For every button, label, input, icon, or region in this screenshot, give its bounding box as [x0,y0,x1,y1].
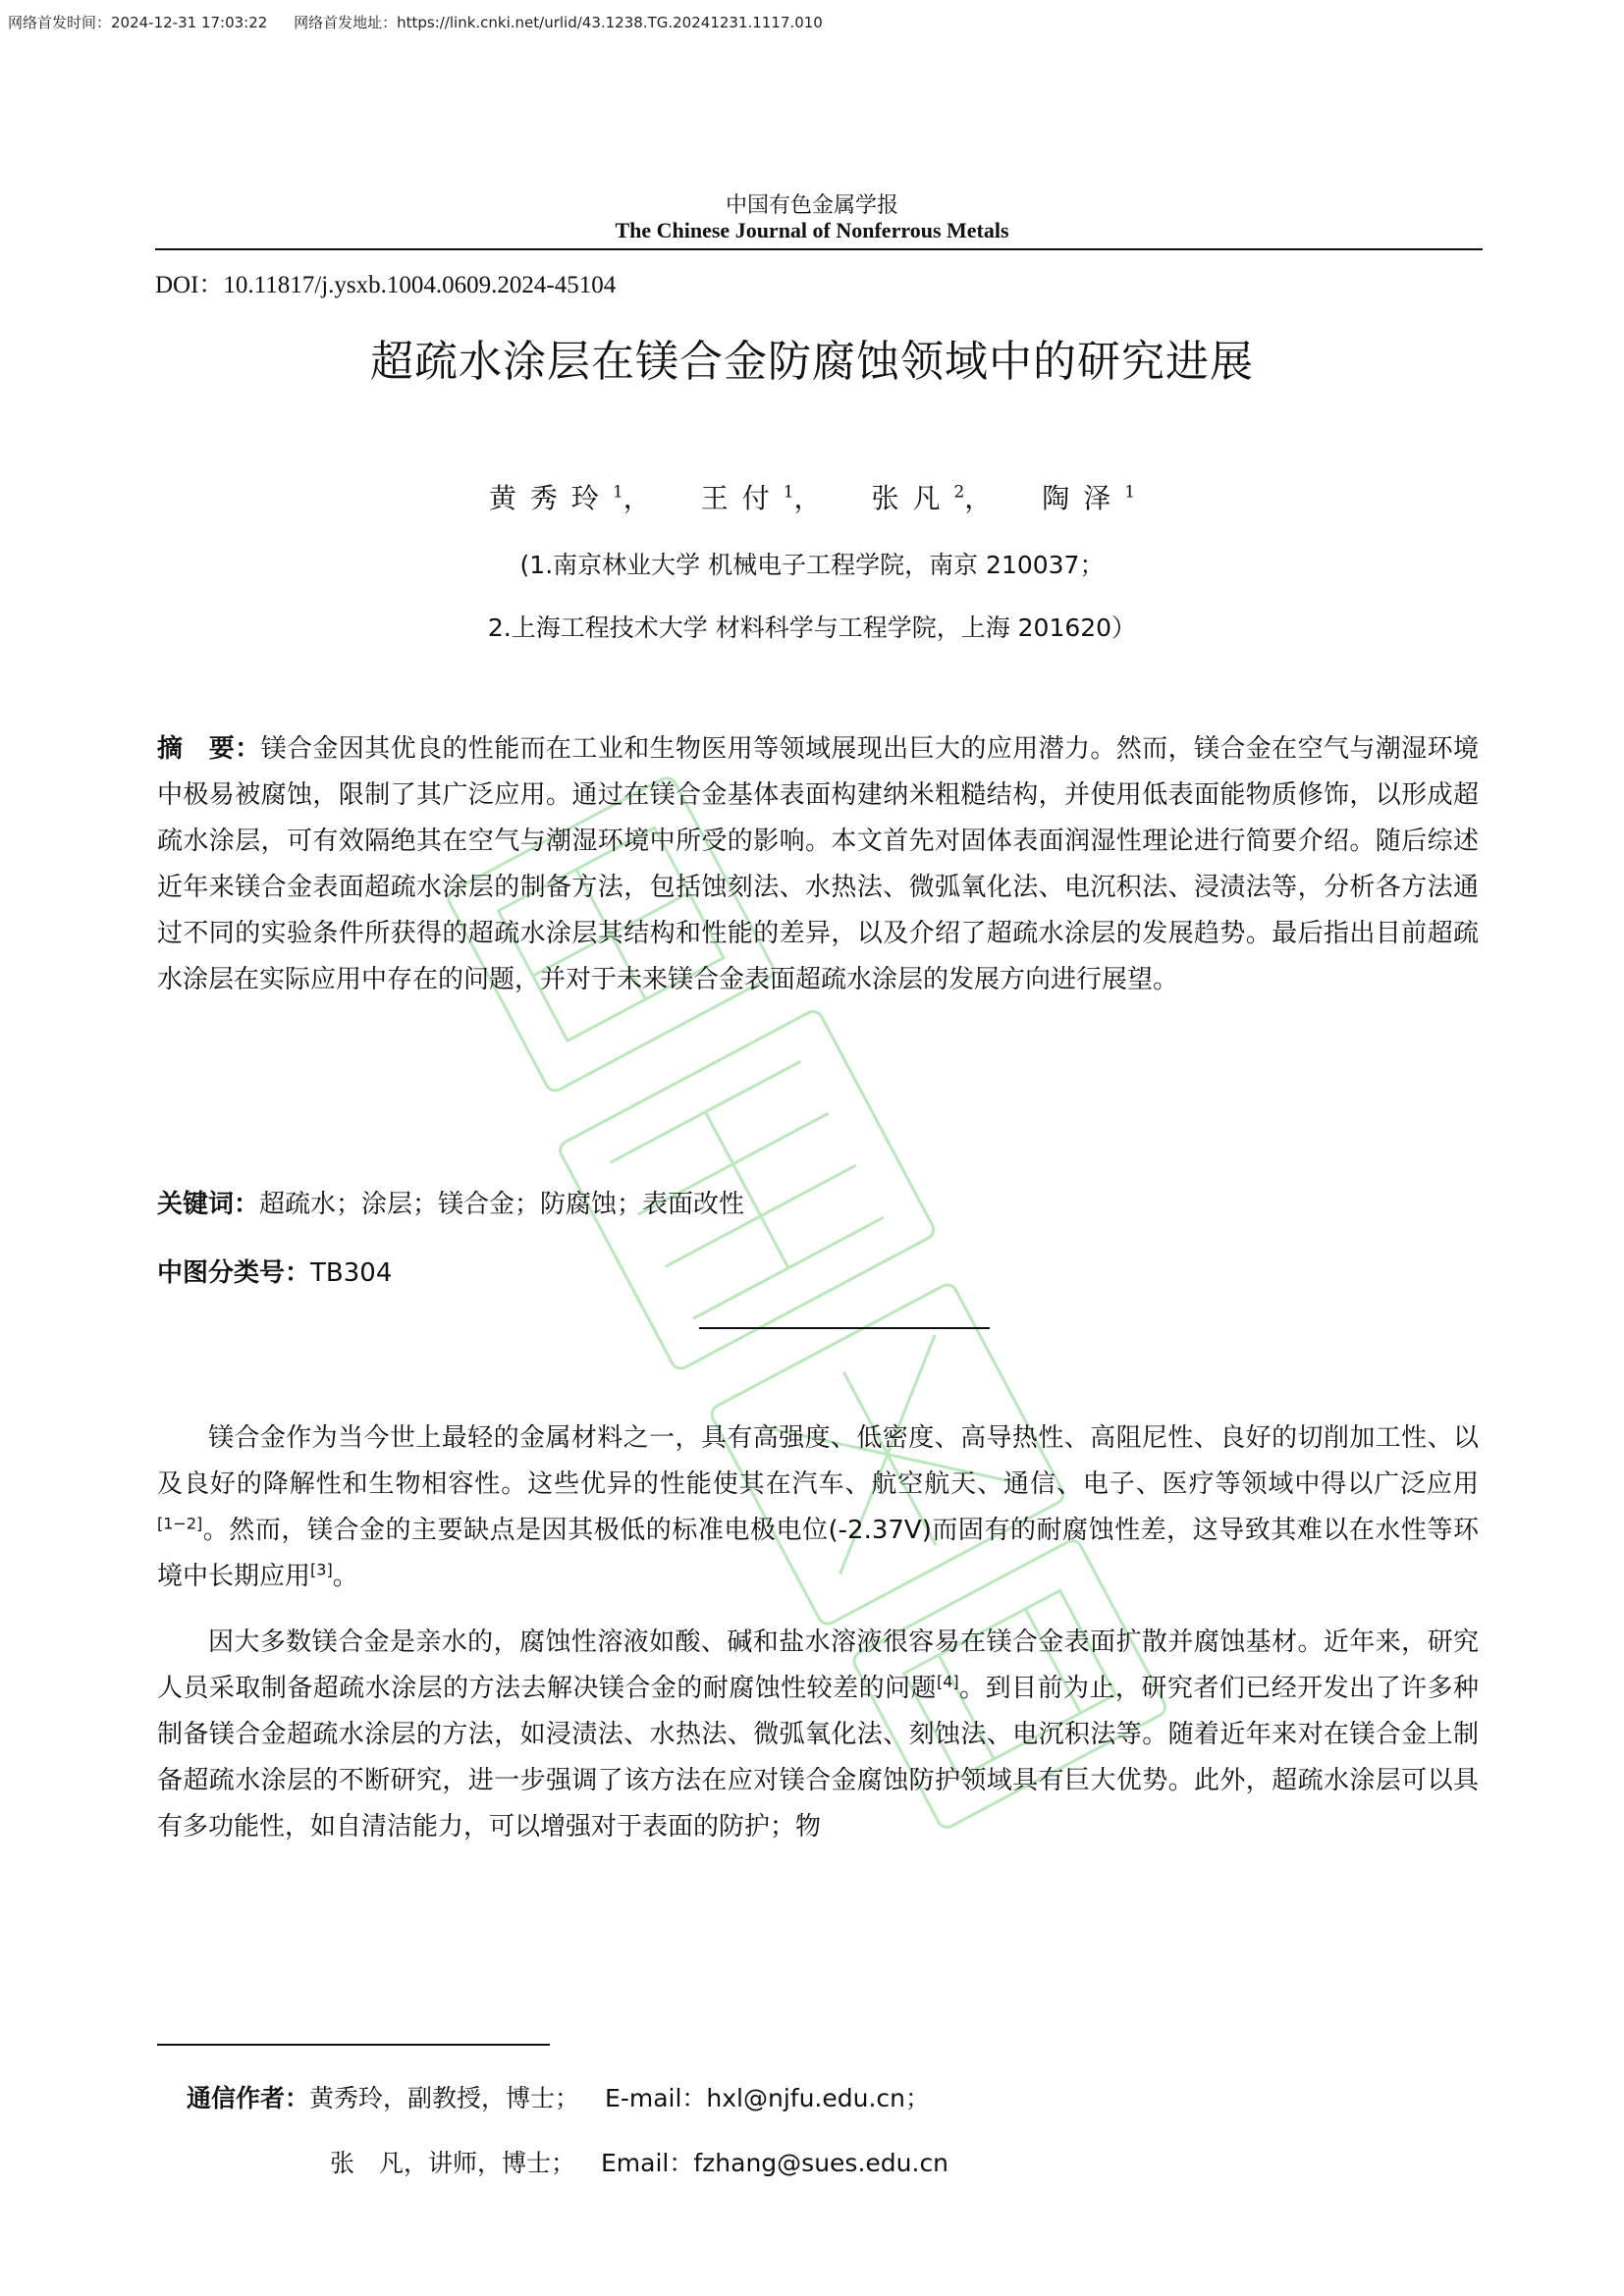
body-text [157,1415,1479,1870]
online-publish-meta [8,12,844,32]
abstract-label: 摘 要： [157,734,261,764]
footnote-line-1 [187,2079,930,2114]
journal-name-cn: 中国有色金属学报 [725,193,898,218]
citation[interactable]: [1−2] [157,1514,203,1533]
keywords-text: 超疏水；涂层；镁合金；防腐蚀；表面改性 [259,1190,745,1219]
author-name: 陶泽 [1042,482,1125,514]
affiliation-1: (1.南京林业大学 机械电子工程学院，南京 210037； [519,551,1105,579]
citation[interactable]: [4] [936,1672,959,1691]
author-affil-mark: 2 [953,482,965,503]
author-separator: ， [793,482,836,514]
online-publish-time: 网络首发时间：2024-12-31 17:03:22 [8,14,268,31]
author [489,482,665,514]
corresponding-author-1: 黄秀玲，副教授，博士； [309,2084,580,2112]
doi: DOI：10.11817/j.ysxb.1004.0609.2024-45104 [155,272,617,298]
section-divider [699,1327,990,1329]
author-name: 黄秀玲 [488,482,613,514]
corresponding-author-2: 张 凡，讲师，博士； [330,2149,576,2177]
classification-label: 中图分类号： [157,1258,311,1288]
author-affil-mark: 1 [1124,482,1136,503]
journal-name-en: The Chinese Journal of Nonferrous Metals [615,218,1009,242]
affiliation-2: 2.上海工程技术大学 材料科学与工程学院，上海 201620） [487,614,1137,642]
keywords-label: 关键词： [157,1190,260,1219]
paragraph-text: 。然而，镁合金的主要缺点是因其极低的标准电极电位(-2.37V)而固有的耐腐蚀性差，这导致其难以在水性等环境中长期应用 [157,1516,1479,1591]
citation[interactable]: [3] [310,1560,333,1579]
keywords [157,1184,744,1220]
abstract-text: 镁合金因其优良的性能而在工业和生物医用等领域展现出巨大的应用潜力。然而，镁合金在空气与潮湿环境中极易被腐蚀，限制了其广泛应用。通过在镁合金基体表面构建纳米粗糙结构，并使用低表面能物质修饰，以形成超疏水涂层，可有效隔绝其在空气与潮湿环境中所受的影响。本文首先对固体表面润湿性理论进行简要介绍。随后综述近年来镁合金表面超疏水涂层的制备方法，包括蚀刻法、水热法、微弧氧化法、电沉积法、浸渍法等，分析各方法通过不同的实验条件所获得的超疏水涂层其结构和性能的差异，以及介绍了超疏水涂层的发展趋势。最后指出目前超疏水涂层在实际应用中存在的问题，并对于未来镁合金表面超疏水涂层的发展方向进行展望。 [157,734,1479,994]
email-1[interactable]: E-mail：hxl@njfu.edu.cn； [605,2084,931,2112]
footnote-line-2 [330,2144,948,2179]
author-affil-mark: 1 [612,482,623,503]
author-name: 王付 [700,482,784,514]
author-separator: ， [964,482,1006,514]
paper-title: 超疏水涂层在镁合金防腐蚀领域中的研究进展 [370,337,1254,387]
corresponding-author-label: 通信作者： [187,2084,310,2112]
online-publish-url[interactable]: 网络首发地址：https://link.cnki.net/urlid/43.1238.TG.20241231.1117.010 [294,14,823,31]
abstract [157,726,1479,1003]
paragraph-text: 。到目前为止，研究者们已经开发出了许多种制备镁合金超疏水涂层的方法，如浸渍法、水热法、微弧氧化法、刻蚀法、电沉积法等。随着近年来对在镁合金上制备超疏水涂层的不断研究，进一步强调了该方法在应对镁合金腐蚀防护领域具有巨大优势。此外，超疏水涂层可以具有多功能性，如自清洁能力，可以增强对于表面的防护；物 [157,1674,1479,1842]
author [701,482,836,514]
header-rule [155,248,1483,250]
author-affil-mark: 1 [783,482,794,503]
paragraph-text: 。 [332,1562,358,1591]
paragraph-text: 因大多数镁合金是亲水的，腐蚀性溶液如酸、碱和盐水溶液很容易在镁合金表面扩散并腐蚀基材。近年来，研究人员采取制备超疏水涂层的方法去解决镁合金的耐腐蚀性较差的问题 [157,1628,1479,1703]
paragraph [157,1620,1479,1850]
footnote-rule [157,2044,550,2046]
paragraph [157,1415,1479,1600]
author-name: 张凡 [871,482,954,514]
email-2[interactable]: Email：fzhang@sues.edu.cn [601,2149,949,2177]
author [871,482,1005,514]
author-list [0,477,1624,516]
author-separator: ， [623,482,665,514]
classification-text: TB304 [310,1258,393,1288]
author [1042,482,1135,514]
paragraph-text: 镁合金作为当今世上最轻的金属材料之一，具有高强度、低密度、高导热性、高阻尼性、良好的切削加工性、以及良好的降解性和生物相容性。这些优异的性能使其在汽车、航空航天、通信、电子、医疗等领域中得以广泛应用 [157,1423,1479,1499]
classification-number [157,1253,392,1289]
